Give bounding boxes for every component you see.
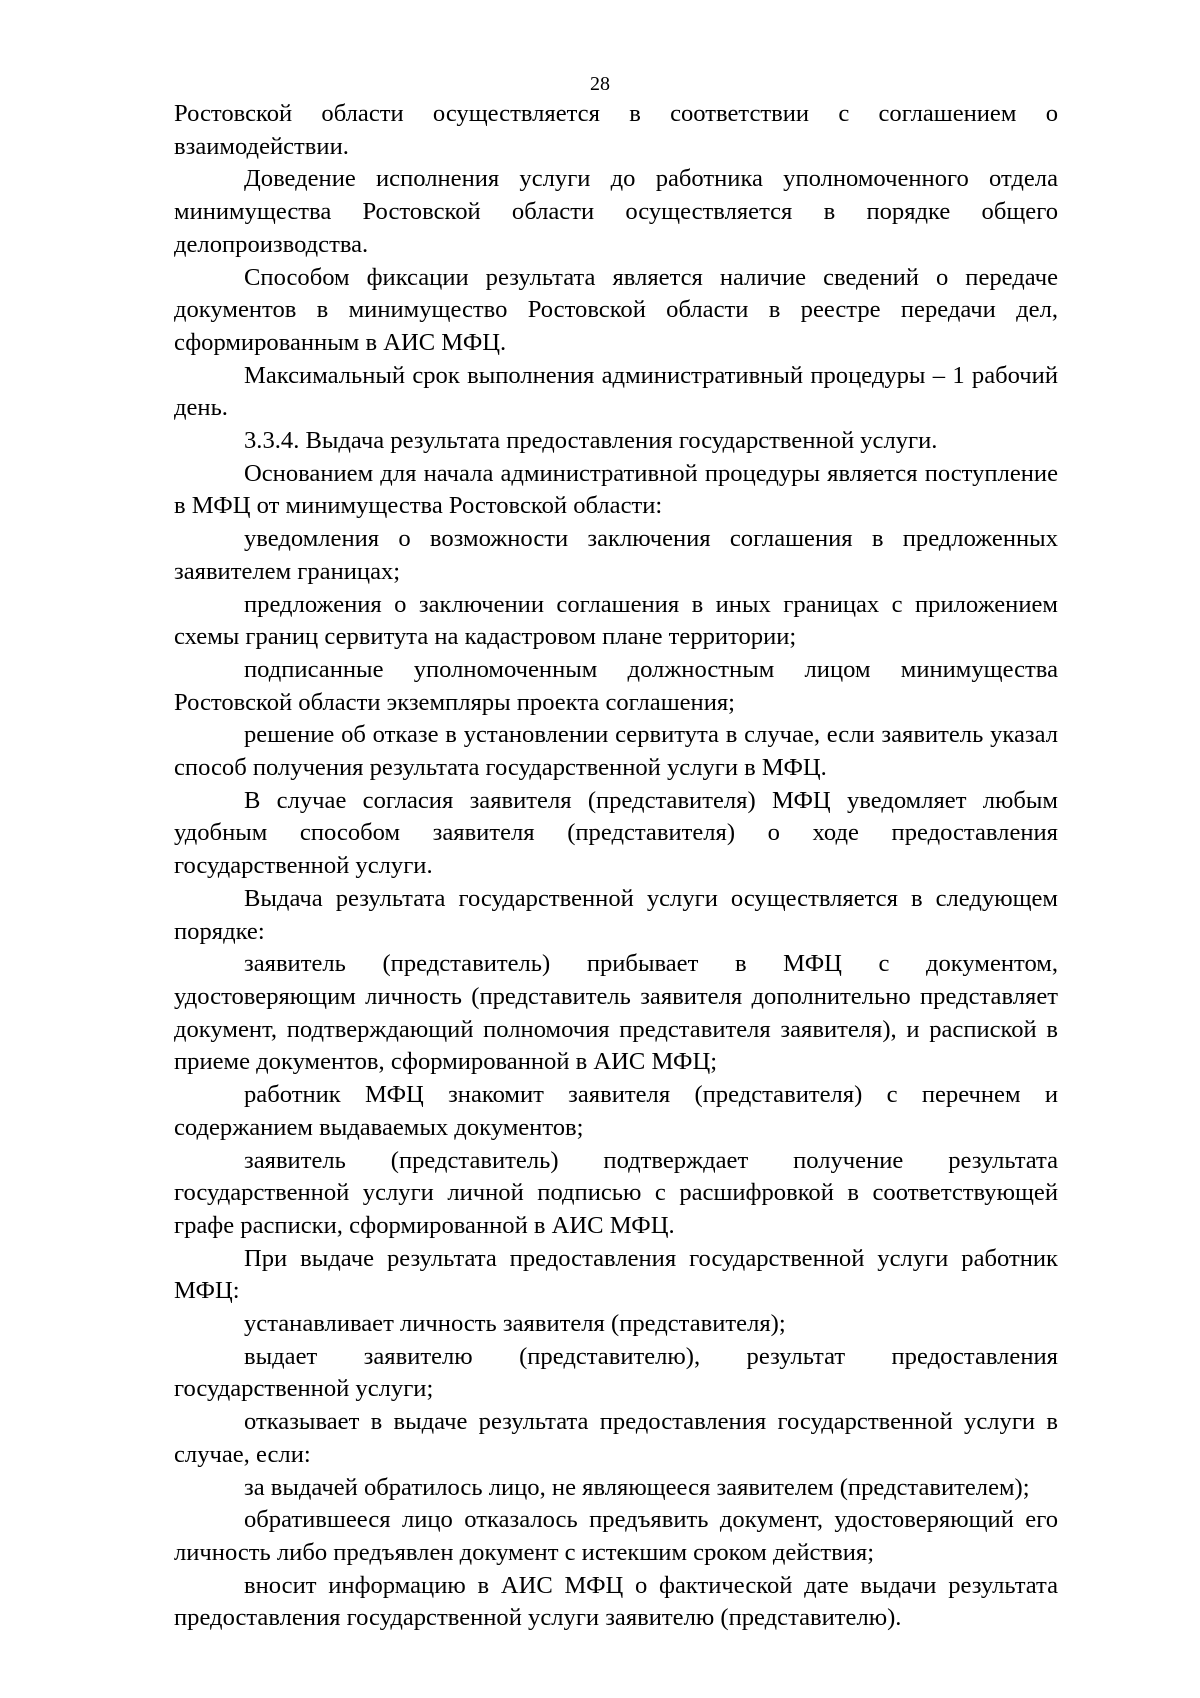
list-item: отказывает в выдаче результата предоставления государственной услуги в случае, если: xyxy=(174,1408,1058,1468)
document-body xyxy=(174,98,1058,1635)
section-heading: 3.3.4. Выдача результата предоставления государственной услуги. xyxy=(244,427,938,455)
paragraph: При выдаче результата предоставления государственной услуги работник МФЦ: xyxy=(174,1244,1058,1305)
list-item: заявитель (представитель) прибывает в МФЦ с документом, удостоверяющим личность (представитель заявителя дополнительно представляет документ, подтверждающий полномочия представителя заявителя), и распиской в приеме документов, сформированной в АИС МФЦ; xyxy=(174,950,1058,1076)
paragraph: Выдача результата государственной услуги осуществляется в следующем порядке: xyxy=(174,884,1058,945)
list-item: за выдачей обратилось лицо, не являющееся заявителем (представителем); xyxy=(244,1473,1030,1501)
list-item: вносит информацию в АИС МФЦ о фактической дате выдачи результата предоставления государственной услуги заявителю (представителю). xyxy=(174,1571,1058,1632)
list-item: выдает заявителю (представителю), результат предоставления государственной услуги; xyxy=(174,1342,1058,1403)
list-item: подписанные уполномоченным должностным лицом минимущества Ростовской области экземпляры проекта соглашения; xyxy=(174,655,1058,716)
paragraph: В случае согласия заявителя (представителя) МФЦ уведомляет любым удобным способом заявителя (представителя) о ходе предоставления государственной услуги. xyxy=(174,786,1058,880)
page-number: 28 xyxy=(590,73,610,95)
list-item: предложения о заключении соглашения в иных границах с приложением схемы границ сервитута на кадастровом плане территории; xyxy=(174,590,1058,651)
paragraph: Способом фиксации результата является наличие сведений о передаче документов в минимущество Ростовской области в реестре передачи дел, сформированным в АИС МФЦ. xyxy=(174,263,1058,356)
list-item: уведомления о возможности заключения соглашения в предложенных заявителем границах; xyxy=(174,525,1058,585)
list-item: решение об отказе в установлении сервитута в случае, если заявитель указал способ получения результата государственной услуги в МФЦ. xyxy=(174,721,1058,782)
list-item: устанавливает личность заявителя (представителя); xyxy=(244,1310,786,1338)
list-item: заявитель (представитель) подтверждает получение результата государственной услуги личной подписью с расшифровкой в соответствующей графе расписки, сформированной в АИС МФЦ. xyxy=(174,1146,1058,1239)
list-item: обратившееся лицо отказалось предъявить документ, удостоверяющий его личность либо предъявлен документ с истекшим сроком действия; xyxy=(174,1506,1058,1566)
list-item: работник МФЦ знакомит заявителя (представителя) с перечнем и содержанием выдаваемых документов; xyxy=(174,1081,1058,1141)
paragraph: Доведение исполнения услуги до работника уполномоченного отдела минимущества Ростовской области осуществляется в порядке общего делопроизводства. xyxy=(174,165,1058,258)
paragraph: Максимальный срок выполнения административный процедуры – 1 рабочий день. xyxy=(174,361,1058,422)
paragraph: Основанием для начала административной процедуры является поступление в МФЦ от минимущества Ростовской области: xyxy=(174,459,1058,520)
paragraph: Ростовской области осуществляется в соответствии с соглашением о взаимодействии. xyxy=(174,100,1058,160)
